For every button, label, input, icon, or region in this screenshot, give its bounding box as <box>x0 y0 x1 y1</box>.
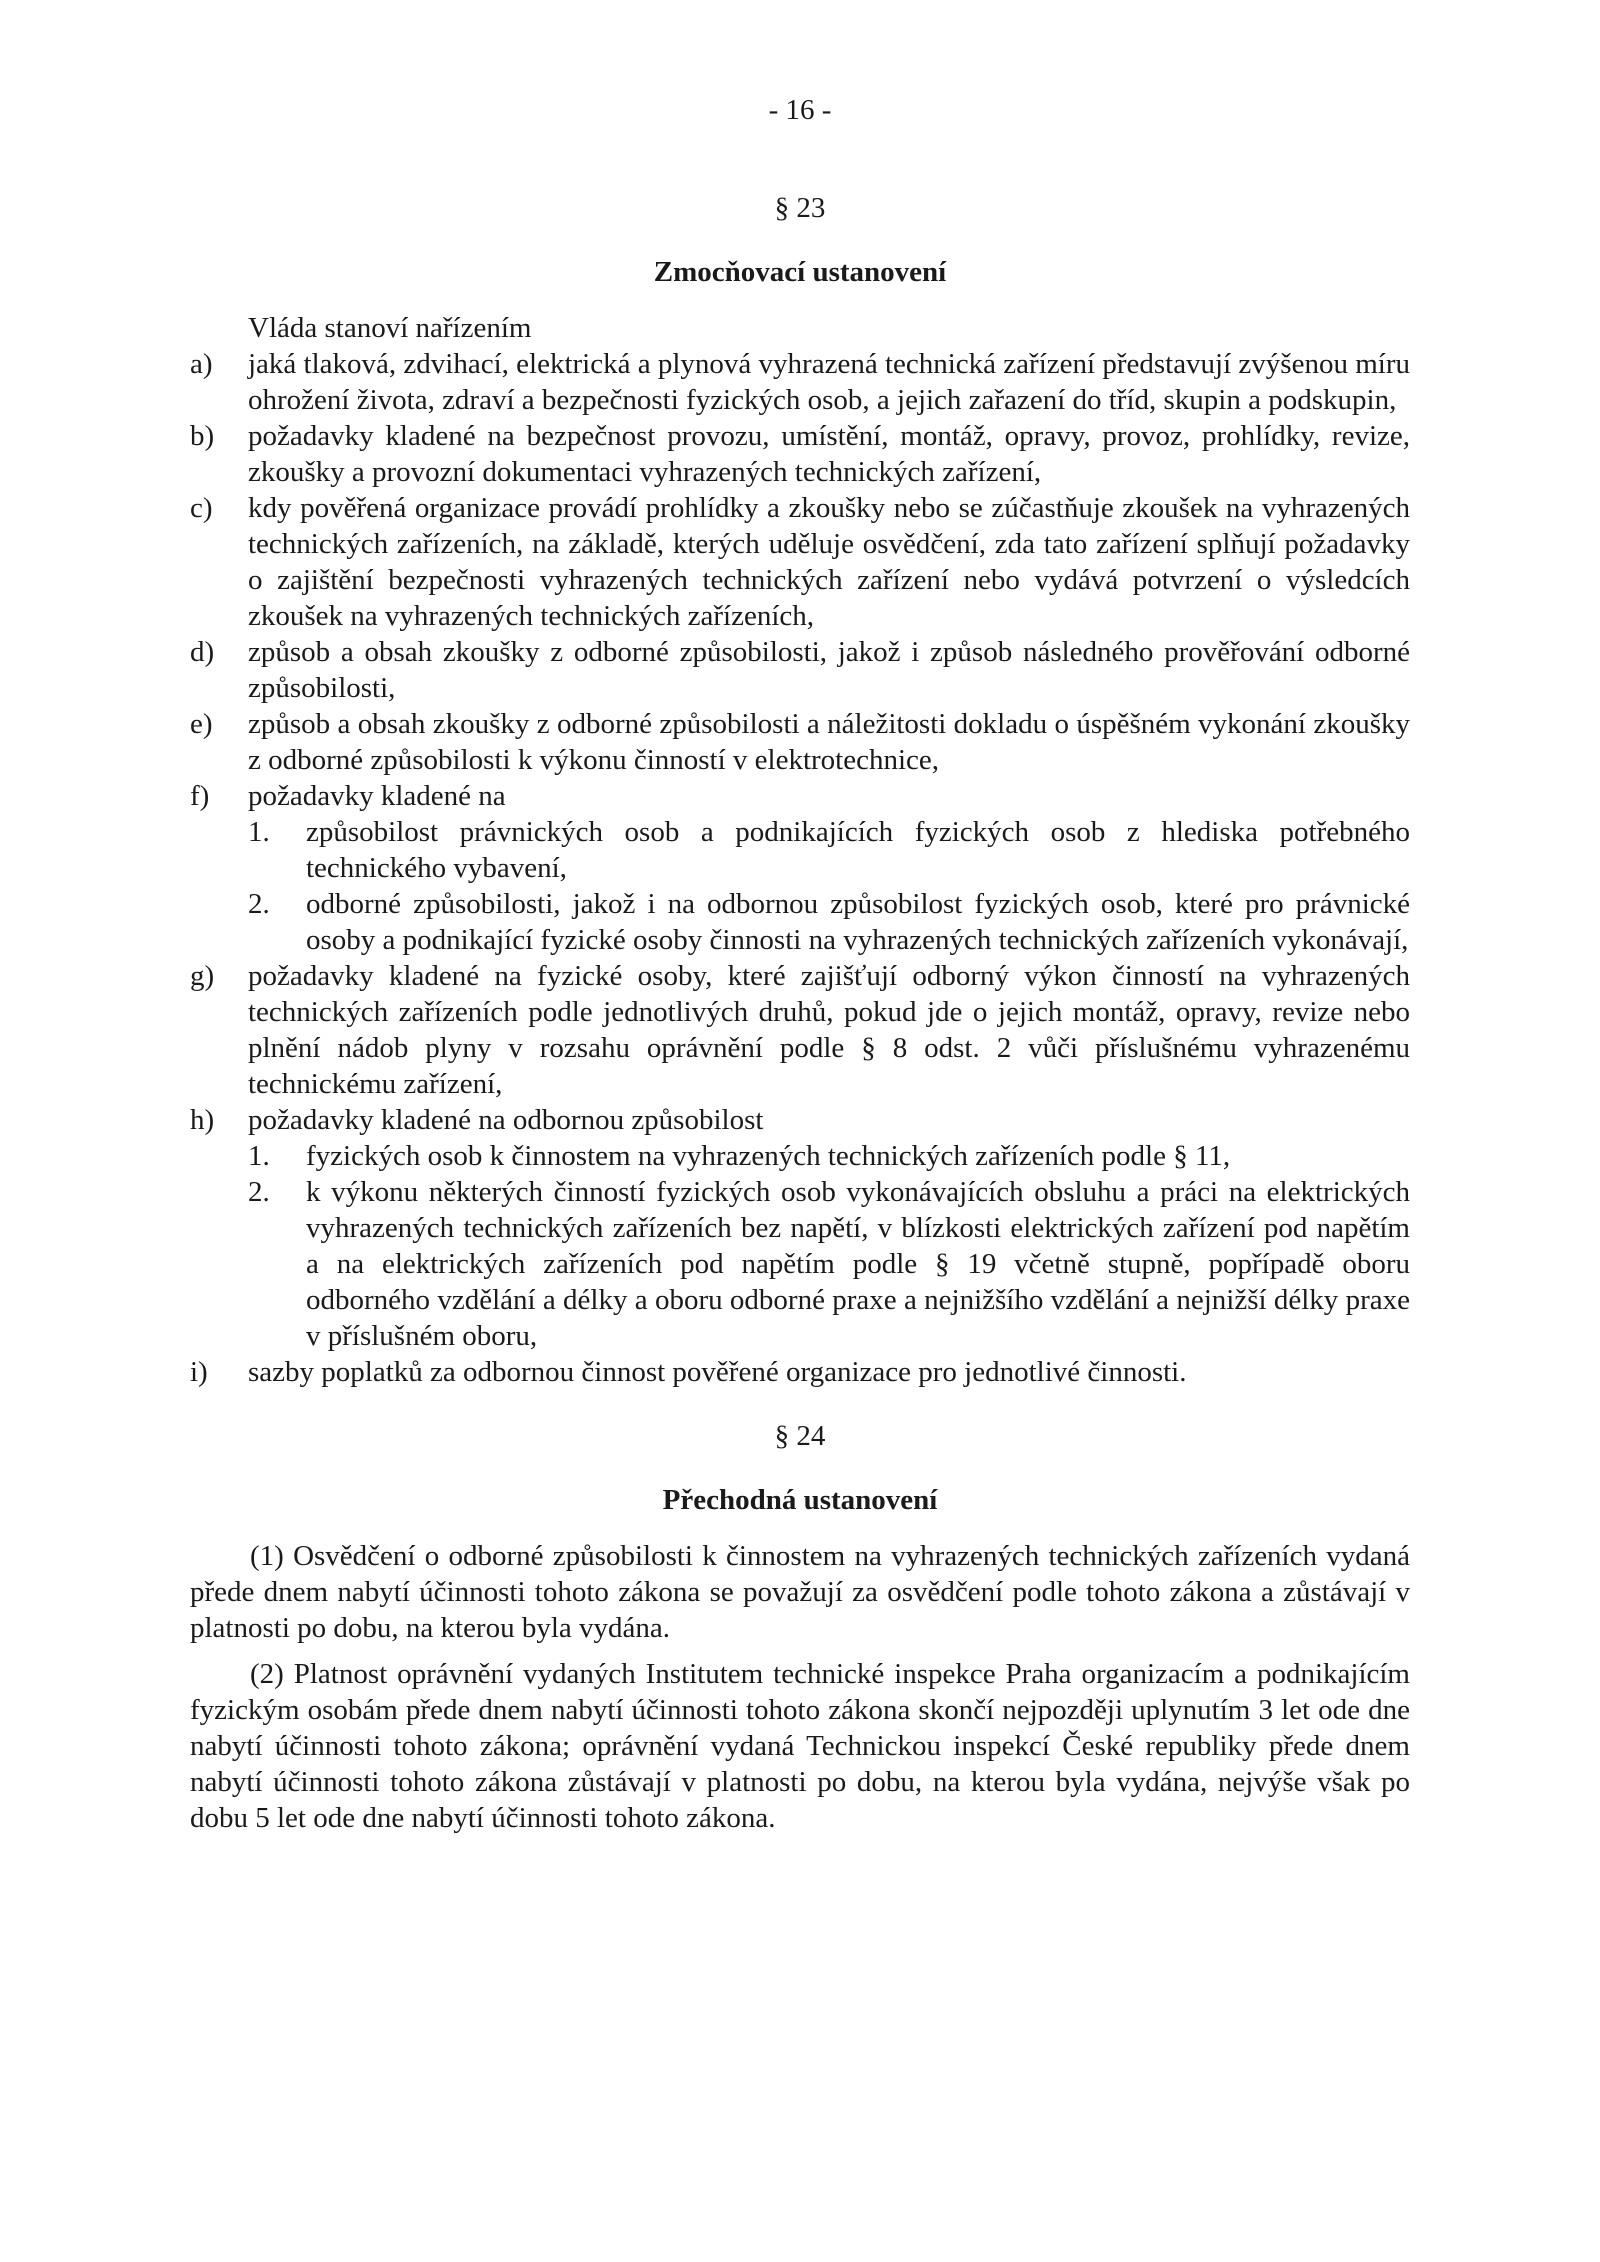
sub-item-number: 1. <box>248 816 270 848</box>
list-item-letter: e) <box>190 708 213 740</box>
list-item-text: požadavky kladené na <box>248 780 506 812</box>
list-item-text: požadavky kladené na fyzické osoby, které zajišťují odborný výkon činností na vyhrazených technických zařízeních podle jednotlivých druhů, pokud jde o jejich montáž, opravy, revize nebo plnění nádob plyny v rozsahu oprávnění podle § 8 odst. 2 vůči příslušnému vyhrazenému technickému zařízení, <box>248 960 1410 1100</box>
list-item-letter: a) <box>190 348 213 380</box>
list-item-letter: b) <box>190 420 215 452</box>
sub-item-text: k výkonu některých činností fyzických osob vykonávajících obsluhu a práci na elektrických vyhrazených technických zařízeních bez napětí, v blízkosti elektrických zařízení pod napětím a na elektrických zařízeních pod napětím podle § 19 včetně stupně, popřípadě oboru odborného vzdělání a délky a oboru odborné praxe a nejnižšího vzdělání a nejnižší délky praxe v příslušném oboru, <box>306 1176 1410 1352</box>
sub-item-f-2 <box>248 886 1410 958</box>
page-content <box>190 190 1410 1836</box>
list-item-text: požadavky kladené na bezpečnost provozu, umístění, montáž, opravy, provoz, prohlídky, revize, zkoušky a provozní dokumentaci vyhrazených technických zařízení, <box>248 420 1410 488</box>
list-item-i <box>190 1354 1410 1390</box>
section-24-paragraph-1: (1) Osvědčení o odborné způsobilosti k činnostem na vyhrazených technických zařízeních vydaná přede dnem nabytí účinnosti tohoto zákona se považují za osvědčení podle tohoto zákona a zůstávají v platnosti po dobu, na kterou byla vydána. <box>190 1540 1410 1644</box>
section-24-title: Přechodná ustanovení <box>662 1484 938 1516</box>
list-item-text: sazby poplatků za odbornou činnost pověřené organizace pro jednotlivé činnosti. <box>248 1356 1187 1388</box>
list-item-f <box>190 778 1410 958</box>
list-item-text: způsob a obsah zkoušky z odborné způsobilosti, jakož i způsob následného prověřování odborné způsobilosti, <box>248 636 1410 704</box>
list-item-text: způsob a obsah zkoušky z odborné způsobilosti a náležitosti dokladu o úspěšném vykonání zkoušky z odborné způsobilosti k výkonu činností v elektrotechnice, <box>248 708 1410 776</box>
list-item-text: kdy pověřená organizace provádí prohlídky a zkoušky nebo se zúčastňuje zkoušek na vyhrazených technických zařízeních, na základě, kterých uděluje osvědčení, zda tato zařízení splňují požadavky o zajištění bezpečnosti vyhrazených technických zařízení nebo vydává potvrzení o výsledcích zkoušek na vyhrazených technických zařízeních, <box>248 492 1410 632</box>
sub-item-text: způsobilost právnických osob a podnikajících fyzických osob z hlediska potřebného technického vybavení, <box>306 816 1410 884</box>
sub-item-number: 1. <box>248 1140 270 1172</box>
sub-item-number: 2. <box>248 888 270 920</box>
sub-item-text: fyzických osob k činnostem na vyhrazených technických zařízeních podle § 11, <box>306 1140 1231 1172</box>
section-gap <box>190 1390 1410 1418</box>
page-number: - 16 - <box>768 94 832 126</box>
section-23-intro: Vláda stanoví nařízením <box>248 312 532 344</box>
section-24-sign: § 24 <box>774 1420 826 1452</box>
list-item-e <box>190 706 1410 778</box>
list-item-text: jaká tlaková, zdvihací, elektrická a plynová vyhrazená technická zařízení představují zvýšenou míru ohrožení života, zdraví a bezpečnosti fyzických osob, a jejich zařazení do tříd, skupin a podskupin, <box>248 348 1410 416</box>
list-item-letter: c) <box>190 492 213 524</box>
list-item-letter: d) <box>190 636 215 668</box>
list-item-letter: g) <box>190 960 215 992</box>
list-item-letter: h) <box>190 1104 215 1136</box>
sub-item-h-1 <box>248 1138 1410 1174</box>
list-item-c <box>190 490 1410 634</box>
sub-item-f-1 <box>248 814 1410 886</box>
list-item-text: požadavky kladené na odbornou způsobilost <box>248 1104 764 1136</box>
list-item-h <box>190 1102 1410 1354</box>
list-item-letter: f) <box>190 780 210 812</box>
sub-item-h-2 <box>248 1174 1410 1354</box>
section-23-list <box>190 346 1410 1390</box>
section-23-sign: § 23 <box>774 192 826 224</box>
section-23-title: Zmocňovací ustanovení <box>653 256 947 288</box>
sub-item-text: odborné způsobilosti, jakož i na odbornou způsobilost fyzických osob, které pro právnické osoby a podnikající fyzické osoby činnosti na vyhrazených technických zařízeních vykonávají, <box>306 888 1410 956</box>
list-item-a <box>190 346 1410 418</box>
list-item-b <box>190 418 1410 490</box>
list-item-letter: i) <box>190 1356 208 1388</box>
sub-item-number: 2. <box>248 1176 270 1208</box>
list-item-g <box>190 958 1410 1102</box>
section-24-paragraph-2: (2) Platnost oprávnění vydaných Institutem technické inspekce Praha organizacím a podnikajícím fyzickým osobám přede dnem nabytí účinnosti tohoto zákona skončí nejpozději uplynutím 3 let ode dne nabytí účinnosti tohoto zákona; oprávnění vydaná Technickou inspekcí České republiky přede dnem nabytí účinnosti tohoto zákona zůstávají v platnosti po dobu, na kterou byla vydána, nejvýše však po dobu 5 let ode dne nabytí účinnosti tohoto zákona. <box>190 1658 1410 1834</box>
list-item-d <box>190 634 1410 706</box>
